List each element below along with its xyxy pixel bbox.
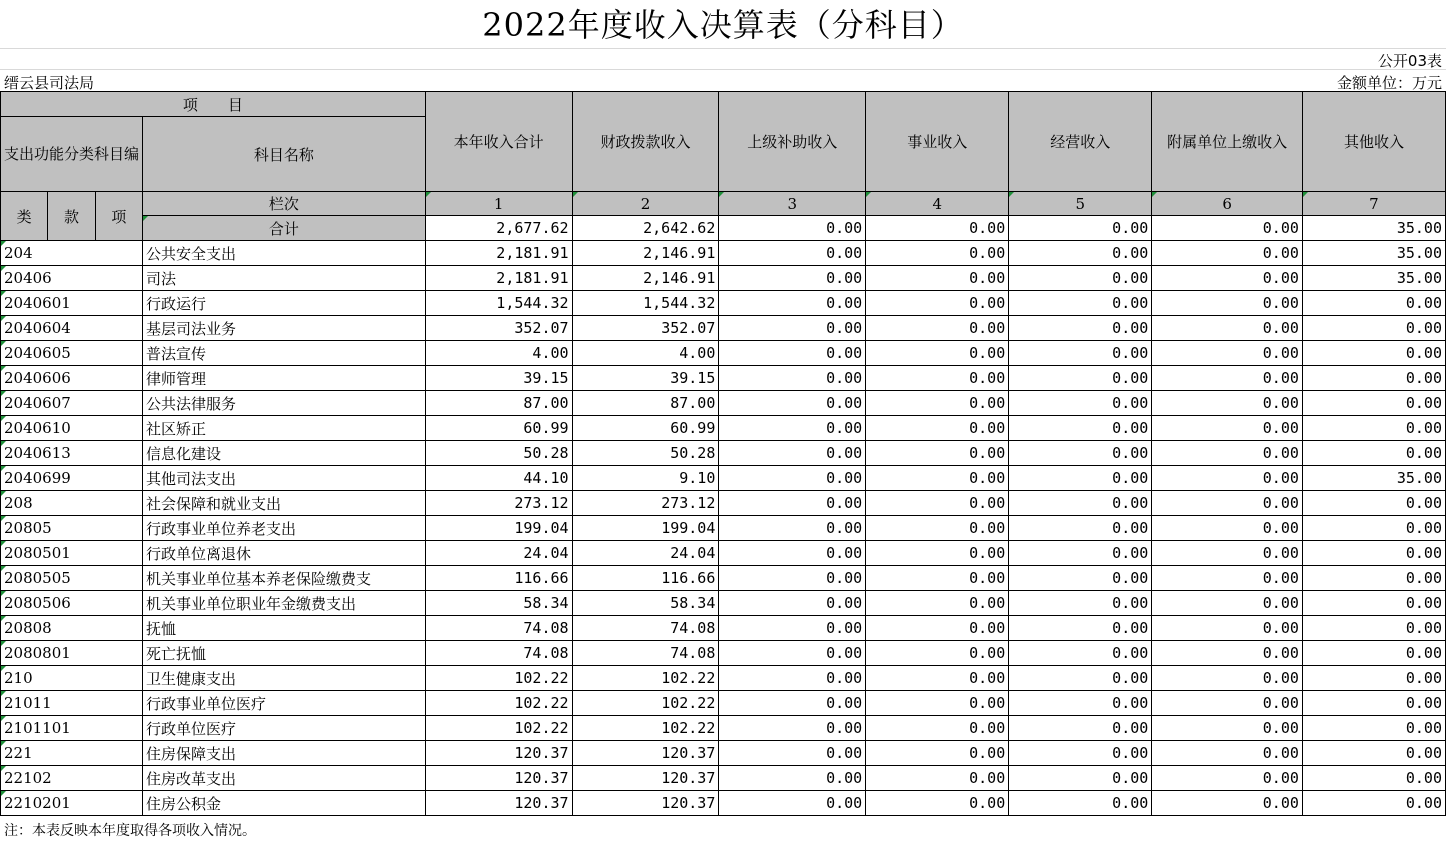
amount-cell[interactable]: 0.00 — [1152, 241, 1303, 266]
amount-cell[interactable]: 0.00 — [866, 391, 1009, 416]
amount-cell[interactable]: 0.00 — [1009, 616, 1152, 641]
amount-cell[interactable]: 0.00 — [1302, 416, 1445, 441]
amount-cell[interactable]: 0.00 — [1302, 341, 1445, 366]
subject-code-cell[interactable]: 21011 — [1, 691, 143, 716]
table-row — [1, 441, 1446, 466]
amount-cell[interactable]: 0.00 — [1302, 291, 1445, 316]
subject-code-cell[interactable]: 210 — [1, 666, 143, 691]
footnote: 注：本表反映本年度取得各项收入情况。 — [4, 823, 256, 839]
subject-name-cell[interactable]: 普法宣传 — [143, 341, 426, 366]
amount-cell[interactable]: 0.00 — [1009, 266, 1152, 291]
amount-cell[interactable]: 35.00 — [1302, 266, 1445, 291]
amount-cell[interactable]: 0.00 — [1009, 291, 1152, 316]
subject-name-cell[interactable]: 司法 — [143, 266, 426, 291]
amount-cell[interactable]: 0.00 — [1152, 516, 1303, 541]
amount-cell[interactable]: 60.99 — [425, 416, 572, 441]
amount-cell[interactable]: 352.07 — [425, 316, 572, 341]
amount-cell[interactable]: 102.22 — [425, 666, 572, 691]
amount-unit: 金额单位：万元 — [1336, 74, 1442, 92]
subject-name-cell[interactable]: 公共安全支出 — [143, 241, 426, 266]
amount-cell[interactable]: 0.00 — [1152, 566, 1303, 591]
amount-cell[interactable]: 120.37 — [425, 791, 572, 816]
amount-cell[interactable]: 1,544.32 — [425, 291, 572, 316]
amount-cell[interactable]: 0.00 — [1302, 541, 1445, 566]
subject-code-cell[interactable]: 204 — [1, 241, 143, 266]
total-value[interactable]: 2,677.62 — [425, 216, 572, 241]
amount-cell[interactable]: 9.10 — [572, 466, 719, 491]
amount-cell[interactable]: 39.15 — [572, 366, 719, 391]
amount-cell[interactable]: 0.00 — [866, 241, 1009, 266]
amount-cell[interactable]: 0.00 — [1009, 541, 1152, 566]
amount-cell[interactable]: 352.07 — [572, 316, 719, 341]
amount-cell[interactable]: 1,544.32 — [572, 291, 719, 316]
amount-cell[interactable]: 0.00 — [719, 641, 866, 666]
amount-cell[interactable]: 0.00 — [719, 541, 866, 566]
amount-cell[interactable]: 0.00 — [1152, 366, 1303, 391]
amount-cell[interactable]: 0.00 — [1152, 391, 1303, 416]
total-value[interactable]: 0.00 — [719, 216, 866, 241]
amount-cell[interactable]: 273.12 — [572, 491, 719, 516]
amount-cell[interactable]: 0.00 — [866, 541, 1009, 566]
amount-cell[interactable]: 0.00 — [1152, 466, 1303, 491]
amount-cell[interactable]: 0.00 — [1152, 666, 1303, 691]
table-row — [1, 466, 1446, 491]
subject-code-cell[interactable]: 20406 — [1, 266, 143, 291]
table-row — [1, 741, 1446, 766]
subject-name-cell[interactable]: 行政运行 — [143, 291, 426, 316]
amount-cell[interactable]: 0.00 — [866, 566, 1009, 591]
amount-cell[interactable]: 58.34 — [425, 591, 572, 616]
table-row — [1, 391, 1446, 416]
table-row — [1, 691, 1446, 716]
subject-name-cell[interactable]: 卫生健康支出 — [143, 666, 426, 691]
subject-code-cell[interactable]: 20808 — [1, 616, 143, 641]
header-col-6: 附属单位上缴收入 — [1152, 92, 1303, 192]
amount-cell[interactable]: 2,181.91 — [425, 266, 572, 291]
amount-cell[interactable]: 2,146.91 — [572, 266, 719, 291]
amount-cell[interactable]: 0.00 — [866, 691, 1009, 716]
page-title: 2022年度收入决算表（分科目） — [0, 0, 1446, 49]
amount-cell[interactable]: 0.00 — [866, 791, 1009, 816]
amount-cell[interactable]: 0.00 — [719, 791, 866, 816]
amount-cell[interactable]: 0.00 — [719, 416, 866, 441]
amount-cell[interactable]: 0.00 — [1009, 566, 1152, 591]
amount-cell[interactable]: 0.00 — [1152, 716, 1303, 741]
form-number: 公开03表 — [1377, 52, 1442, 70]
subject-code-cell[interactable]: 2040607 — [1, 391, 143, 416]
amount-cell[interactable]: 0.00 — [1152, 741, 1303, 766]
amount-cell[interactable]: 74.08 — [572, 641, 719, 666]
amount-cell[interactable]: 0.00 — [719, 566, 866, 591]
unit-name: 缙云县司法局 — [4, 74, 95, 92]
amount-cell[interactable]: 0.00 — [719, 616, 866, 641]
amount-cell[interactable]: 0.00 — [1152, 641, 1303, 666]
table-row — [1, 516, 1446, 541]
amount-cell[interactable]: 2,181.91 — [425, 241, 572, 266]
amount-cell[interactable]: 0.00 — [719, 316, 866, 341]
amount-cell[interactable]: 199.04 — [572, 516, 719, 541]
header-lanci: 栏次 — [143, 192, 426, 216]
amount-cell[interactable]: 0.00 — [1152, 591, 1303, 616]
amount-cell[interactable]: 74.08 — [425, 616, 572, 641]
amount-cell[interactable]: 0.00 — [1009, 241, 1152, 266]
amount-cell[interactable]: 0.00 — [1009, 366, 1152, 391]
grid-divider — [0, 69, 1446, 70]
amount-cell[interactable]: 0.00 — [1009, 641, 1152, 666]
header-col-2: 财政拨款收入 — [572, 92, 719, 192]
table-row — [1, 491, 1446, 516]
amount-cell[interactable]: 0.00 — [719, 391, 866, 416]
subject-code-cell[interactable]: 20805 — [1, 516, 143, 541]
amount-cell[interactable]: 0.00 — [866, 666, 1009, 691]
subject-code-cell[interactable]: 208 — [1, 491, 143, 516]
table-row — [1, 366, 1446, 391]
amount-cell[interactable]: 0.00 — [719, 516, 866, 541]
amount-cell[interactable]: 0.00 — [1009, 741, 1152, 766]
amount-cell[interactable]: 74.08 — [572, 616, 719, 641]
table-row — [1, 291, 1446, 316]
amount-cell[interactable]: 74.08 — [425, 641, 572, 666]
total-value[interactable]: 35.00 — [1302, 216, 1445, 241]
amount-cell[interactable]: 44.10 — [425, 466, 572, 491]
subject-code-cell[interactable]: 2040601 — [1, 291, 143, 316]
amount-cell[interactable]: 0.00 — [719, 441, 866, 466]
table-row — [1, 666, 1446, 691]
subject-name-cell[interactable]: 社会保障和就业支出 — [143, 491, 426, 516]
amount-cell[interactable]: 0.00 — [1009, 791, 1152, 816]
amount-cell[interactable]: 4.00 — [425, 341, 572, 366]
amount-cell[interactable]: 0.00 — [1302, 716, 1445, 741]
amount-cell[interactable]: 0.00 — [1302, 641, 1445, 666]
subject-code-cell[interactable]: 221 — [1, 741, 143, 766]
amount-cell[interactable]: 0.00 — [1302, 616, 1445, 641]
amount-cell[interactable]: 0.00 — [1152, 416, 1303, 441]
amount-cell[interactable]: 0.00 — [719, 691, 866, 716]
table-row — [1, 616, 1446, 641]
amount-cell[interactable]: 0.00 — [1302, 391, 1445, 416]
subject-name-cell[interactable]: 基层司法业务 — [143, 316, 426, 341]
amount-cell[interactable]: 0.00 — [719, 341, 866, 366]
income-table — [0, 91, 1446, 816]
amount-cell[interactable]: 0.00 — [719, 741, 866, 766]
table-row — [1, 641, 1446, 666]
column-number: 4 — [866, 192, 1009, 216]
total-value[interactable]: 0.00 — [866, 216, 1009, 241]
table-row — [1, 341, 1446, 366]
total-label: 合计 — [143, 216, 426, 241]
amount-cell[interactable]: 0.00 — [1302, 766, 1445, 791]
header-project: 项 目 — [1, 92, 426, 117]
amount-cell[interactable]: 0.00 — [866, 266, 1009, 291]
amount-cell[interactable]: 0.00 — [1009, 516, 1152, 541]
amount-cell[interactable]: 50.28 — [572, 441, 719, 466]
subject-code-cell[interactable]: 2080801 — [1, 641, 143, 666]
header-col-7: 其他收入 — [1302, 92, 1445, 192]
amount-cell[interactable]: 0.00 — [866, 466, 1009, 491]
amount-cell[interactable]: 0.00 — [1152, 316, 1303, 341]
table-row — [1, 416, 1446, 441]
table-row — [1, 591, 1446, 616]
amount-cell[interactable]: 120.37 — [572, 766, 719, 791]
column-number: 5 — [1009, 192, 1152, 216]
amount-cell[interactable]: 0.00 — [1152, 291, 1303, 316]
amount-cell[interactable]: 0.00 — [1302, 566, 1445, 591]
column-number: 6 — [1152, 192, 1303, 216]
header-col-3: 上级补助收入 — [719, 92, 866, 192]
table-row — [1, 566, 1446, 591]
amount-cell[interactable]: 58.34 — [572, 591, 719, 616]
amount-cell[interactable]: 0.00 — [1302, 741, 1445, 766]
amount-cell[interactable]: 0.00 — [1009, 316, 1152, 341]
header-col-5: 经营收入 — [1009, 92, 1152, 192]
amount-cell[interactable]: 0.00 — [866, 766, 1009, 791]
header-code: 支出功能分类科目编 — [1, 117, 143, 192]
subject-name-cell[interactable]: 住房改革支出 — [143, 766, 426, 791]
subject-code-cell[interactable]: 2080501 — [1, 541, 143, 566]
header-name: 科目名称 — [143, 117, 426, 192]
amount-cell[interactable]: 0.00 — [866, 316, 1009, 341]
amount-cell[interactable]: 0.00 — [1009, 466, 1152, 491]
amount-cell[interactable]: 120.37 — [425, 741, 572, 766]
amount-cell[interactable]: 0.00 — [1009, 716, 1152, 741]
subject-name-cell[interactable]: 机关事业单位基本养老保险缴费支 — [143, 566, 426, 591]
amount-cell[interactable]: 24.04 — [572, 541, 719, 566]
subject-name-cell[interactable]: 公共法律服务 — [143, 391, 426, 416]
subject-code-cell[interactable]: 2080505 — [1, 566, 143, 591]
amount-cell[interactable]: 0.00 — [1009, 341, 1152, 366]
amount-cell[interactable]: 0.00 — [1152, 341, 1303, 366]
amount-cell[interactable]: 120.37 — [425, 766, 572, 791]
amount-cell[interactable]: 35.00 — [1302, 241, 1445, 266]
total-row — [1, 216, 1446, 241]
amount-cell[interactable]: 0.00 — [866, 616, 1009, 641]
amount-cell[interactable]: 0.00 — [1009, 766, 1152, 791]
amount-cell[interactable]: 0.00 — [1009, 391, 1152, 416]
amount-cell[interactable]: 102.22 — [572, 666, 719, 691]
subject-name-cell[interactable]: 住房保障支出 — [143, 741, 426, 766]
amount-cell[interactable]: 0.00 — [719, 666, 866, 691]
amount-cell[interactable]: 0.00 — [1152, 541, 1303, 566]
subject-code-cell[interactable]: 2040606 — [1, 366, 143, 391]
amount-cell[interactable]: 0.00 — [1152, 491, 1303, 516]
column-number: 2 — [572, 192, 719, 216]
amount-cell[interactable]: 0.00 — [1302, 666, 1445, 691]
header-col-4: 事业收入 — [866, 92, 1009, 192]
total-value[interactable]: 0.00 — [1152, 216, 1303, 241]
amount-cell[interactable]: 0.00 — [1302, 791, 1445, 816]
amount-cell[interactable]: 0.00 — [1152, 691, 1303, 716]
total-value[interactable]: 0.00 — [1009, 216, 1152, 241]
amount-cell[interactable]: 87.00 — [425, 391, 572, 416]
amount-cell[interactable]: 0.00 — [719, 266, 866, 291]
amount-cell[interactable]: 199.04 — [425, 516, 572, 541]
amount-cell[interactable]: 0.00 — [719, 366, 866, 391]
amount-cell[interactable]: 60.99 — [572, 416, 719, 441]
header-xiang: 项 — [95, 192, 142, 241]
amount-cell[interactable]: 0.00 — [719, 241, 866, 266]
amount-cell[interactable]: 102.22 — [572, 691, 719, 716]
amount-cell[interactable]: 120.37 — [572, 791, 719, 816]
amount-cell[interactable]: 0.00 — [866, 716, 1009, 741]
total-value[interactable]: 2,642.62 — [572, 216, 719, 241]
subject-name-cell[interactable]: 其他司法支出 — [143, 466, 426, 491]
subject-code-cell[interactable]: 2210201 — [1, 791, 143, 816]
amount-cell[interactable]: 0.00 — [866, 516, 1009, 541]
amount-cell[interactable]: 102.22 — [425, 716, 572, 741]
amount-cell[interactable]: 0.00 — [1302, 491, 1445, 516]
amount-cell[interactable]: 0.00 — [1302, 591, 1445, 616]
amount-cell[interactable]: 0.00 — [866, 416, 1009, 441]
amount-cell[interactable]: 0.00 — [1009, 491, 1152, 516]
subject-name-cell[interactable]: 死亡抚恤 — [143, 641, 426, 666]
table-row — [1, 266, 1446, 291]
amount-cell[interactable]: 0.00 — [866, 291, 1009, 316]
amount-cell[interactable]: 0.00 — [1302, 366, 1445, 391]
subject-code-cell[interactable]: 2040613 — [1, 441, 143, 466]
amount-cell[interactable]: 0.00 — [1302, 316, 1445, 341]
amount-cell[interactable]: 2,146.91 — [572, 241, 719, 266]
amount-cell[interactable]: 35.00 — [1302, 466, 1445, 491]
table-row — [1, 791, 1446, 816]
amount-cell[interactable]: 102.22 — [572, 716, 719, 741]
header-lei: 类 — [1, 192, 48, 241]
amount-cell[interactable]: 4.00 — [572, 341, 719, 366]
amount-cell[interactable]: 0.00 — [1009, 691, 1152, 716]
table-row — [1, 766, 1446, 791]
amount-cell[interactable]: 50.28 — [425, 441, 572, 466]
column-number: 1 — [425, 192, 572, 216]
amount-cell[interactable]: 0.00 — [866, 341, 1009, 366]
subject-code-cell[interactable]: 2101101 — [1, 716, 143, 741]
amount-cell[interactable]: 0.00 — [1152, 616, 1303, 641]
subject-code-cell[interactable]: 2040610 — [1, 416, 143, 441]
amount-cell[interactable]: 0.00 — [866, 491, 1009, 516]
amount-cell[interactable]: 0.00 — [1009, 416, 1152, 441]
subject-name-cell[interactable]: 行政单位医疗 — [143, 716, 426, 741]
header-col-1: 本年收入合计 — [425, 92, 572, 192]
amount-cell[interactable]: 0.00 — [1009, 441, 1152, 466]
amount-cell[interactable]: 0.00 — [1152, 266, 1303, 291]
amount-cell[interactable]: 0.00 — [1302, 691, 1445, 716]
subject-name-cell[interactable]: 抚恤 — [143, 616, 426, 641]
subject-code-cell[interactable]: 2040605 — [1, 341, 143, 366]
amount-cell[interactable]: 116.66 — [425, 566, 572, 591]
amount-cell[interactable]: 0.00 — [1302, 516, 1445, 541]
table-row — [1, 241, 1446, 266]
subject-name-cell[interactable]: 住房公积金 — [143, 791, 426, 816]
amount-cell[interactable]: 0.00 — [719, 591, 866, 616]
amount-cell[interactable]: 0.00 — [1302, 441, 1445, 466]
amount-cell[interactable]: 0.00 — [719, 291, 866, 316]
subject-code-cell[interactable]: 2040699 — [1, 466, 143, 491]
column-number: 7 — [1302, 192, 1445, 216]
table-row — [1, 316, 1446, 341]
amount-cell[interactable]: 39.15 — [425, 366, 572, 391]
subject-name-cell[interactable]: 律师管理 — [143, 366, 426, 391]
amount-cell[interactable]: 0.00 — [1009, 666, 1152, 691]
amount-cell[interactable]: 0.00 — [866, 641, 1009, 666]
subject-code-cell[interactable]: 22102 — [1, 766, 143, 791]
amount-cell[interactable]: 0.00 — [1152, 441, 1303, 466]
subject-name-cell[interactable]: 信息化建设 — [143, 441, 426, 466]
amount-cell[interactable]: 24.04 — [425, 541, 572, 566]
amount-cell[interactable]: 116.66 — [572, 566, 719, 591]
amount-cell[interactable]: 0.00 — [866, 741, 1009, 766]
amount-cell[interactable]: 0.00 — [1152, 791, 1303, 816]
subject-name-cell[interactable]: 机关事业单位职业年金缴费支出 — [143, 591, 426, 616]
table-row — [1, 716, 1446, 741]
amount-cell[interactable]: 0.00 — [719, 491, 866, 516]
amount-cell[interactable]: 0.00 — [719, 716, 866, 741]
header-kuan: 款 — [48, 192, 95, 241]
column-number: 3 — [719, 192, 866, 216]
subject-code-cell[interactable]: 2040604 — [1, 316, 143, 341]
subject-code-cell[interactable]: 2080506 — [1, 591, 143, 616]
subject-name-cell[interactable]: 行政单位离退休 — [143, 541, 426, 566]
amount-cell[interactable]: 0.00 — [1009, 591, 1152, 616]
amount-cell[interactable]: 0.00 — [719, 766, 866, 791]
amount-cell[interactable]: 120.37 — [572, 741, 719, 766]
amount-cell[interactable]: 0.00 — [866, 441, 1009, 466]
amount-cell[interactable]: 0.00 — [866, 366, 1009, 391]
subject-name-cell[interactable]: 社区矫正 — [143, 416, 426, 441]
amount-cell[interactable]: 0.00 — [866, 591, 1009, 616]
subject-name-cell[interactable]: 行政事业单位养老支出 — [143, 516, 426, 541]
subject-name-cell[interactable]: 行政事业单位医疗 — [143, 691, 426, 716]
amount-cell[interactable]: 87.00 — [572, 391, 719, 416]
table-row — [1, 541, 1446, 566]
amount-cell[interactable]: 0.00 — [1152, 766, 1303, 791]
amount-cell[interactable]: 273.12 — [425, 491, 572, 516]
amount-cell[interactable]: 102.22 — [425, 691, 572, 716]
amount-cell[interactable]: 0.00 — [719, 466, 866, 491]
